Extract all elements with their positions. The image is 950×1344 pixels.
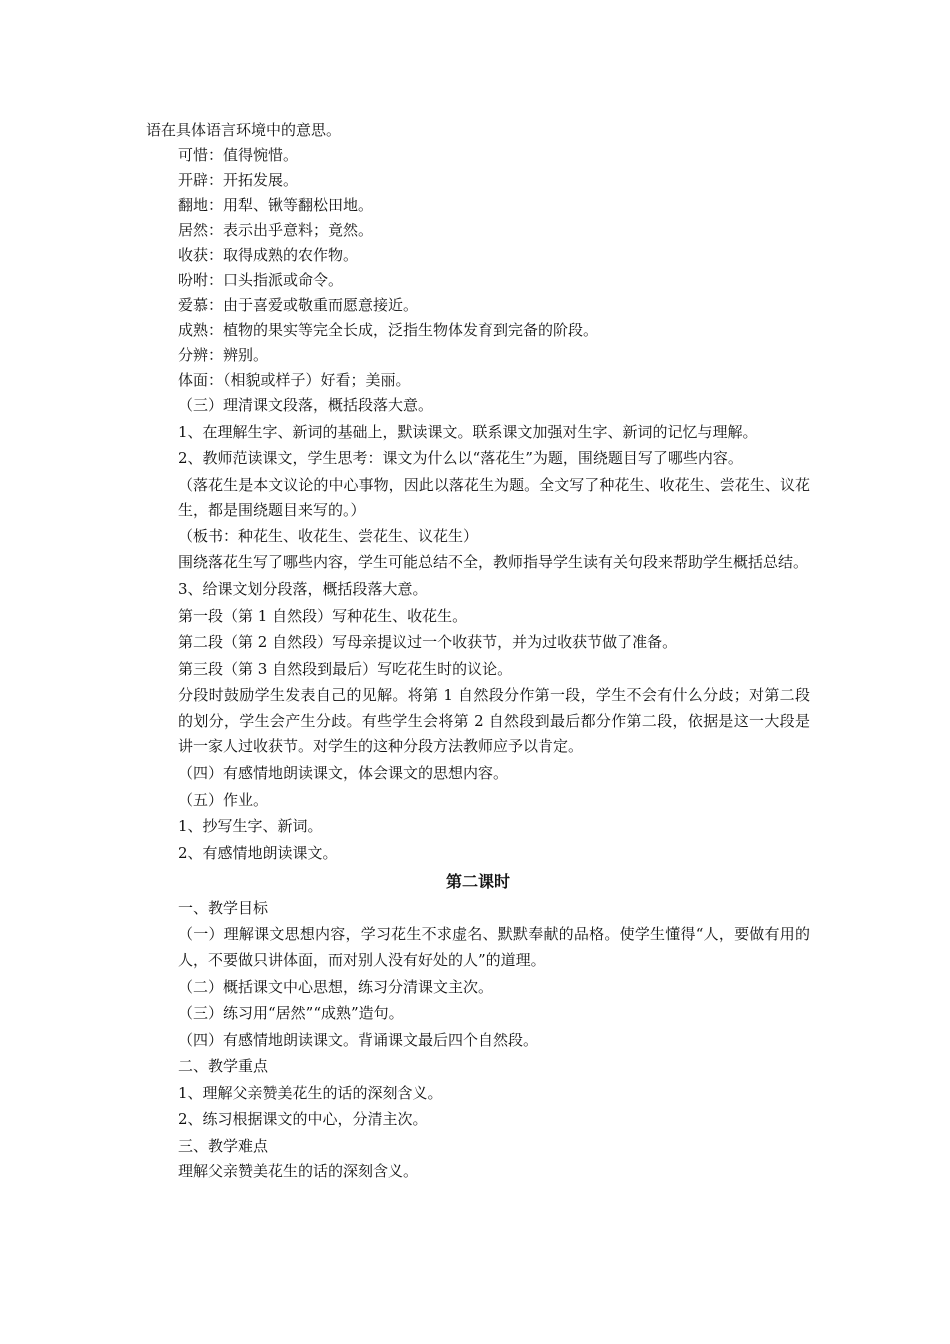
paragraph: 围绕落花生写了哪些内容，学生可能总结不全，教师指导学生读有关句段来帮助学生概括总结。: [178, 553, 809, 571]
list-item: （三）练习用“居然”“成熟”造句。: [178, 1004, 404, 1022]
paragraph: 第二段（第 2 自然段）写母亲提议过一个收获节，并为过收获节做了准备。: [178, 633, 678, 651]
definition-shouhuo: 收获：取得成熟的农作物。: [178, 246, 359, 264]
list-item: （二）概括课文中心思想，练习分清课文主次。: [178, 977, 494, 996]
section-subheading: （三）理清课文段落，概括段落大意。: [178, 396, 434, 414]
section-subheading: （四）有感情地朗读课文，体会课文的思想内容。: [178, 764, 509, 782]
section-subheading: （五）作业。: [178, 790, 269, 809]
paragraph: 语在具体语言环境中的意思。: [146, 121, 342, 139]
list-item: （四）有感情地朗读课文。背诵课文最后四个自然段。: [178, 1030, 539, 1049]
paragraph: 分段时鼓励学生发表自己的见解。将第 1 自然段分作第一段，学生不会有什么分歧；对第二段的划分，学生会产生分歧。有些学生会将第 2 自然段到最后都分作第二段，依据是这一大段是讲一家人过收获节。对学生的这种分段方法教师应予以肯定。: [178, 686, 810, 755]
paragraph: 第一段（第 1 自然段）写种花生、收花生。: [178, 606, 468, 625]
list-item: 2、练习根据课文的中心，分清主次。: [178, 1110, 428, 1128]
section-subheading: 一、教学目标: [178, 898, 269, 917]
definition-juran: 居然：表示出乎意料；竟然。: [178, 221, 374, 239]
paragraph: 3、给课文划分段落，概括段落大意。: [178, 580, 428, 598]
list-item: 1、抄写生字、新词。: [178, 817, 323, 835]
list-item: 1、理解父亲赞美花生的话的深刻含义。: [178, 1083, 443, 1102]
paragraph: 1、在理解生字、新词的基础上，默读课文。联系课文加强对生字、新词的记忆与理解。: [178, 422, 758, 441]
definition-fenbian: 分辨：辨别。: [178, 346, 269, 364]
board-note: （板书：种花生、收花生、尝花生、议花生）: [178, 526, 479, 545]
definition-fandi: 翻地：用犁、锹等翻松田地。: [178, 196, 374, 214]
paragraph: 第三段（第 3 自然段到最后）写吃花生时的议论。: [178, 659, 513, 678]
definition-kexi: 可惜：值得惋惜。: [178, 146, 299, 164]
definition-kaipi: 开辟：开拓发展。: [178, 171, 299, 189]
definition-chengshu: 成熟：植物的果实等完全长成，泛指生物体发育到完备的阶段。: [178, 321, 599, 339]
section-subheading: 三、教学难点: [178, 1136, 269, 1155]
list-item: 2、有感情地朗读课文。: [178, 843, 338, 862]
paragraph: 2、教师范读课文，学生思考：课文为什么以“落花生”为题，围绕题目写了哪些内容。: [178, 449, 743, 467]
section-title: 第二课时: [445, 871, 510, 891]
paragraph: 理解父亲赞美花生的话的深刻含义。: [178, 1161, 419, 1180]
definition-timian: 体面：（相貌或样子）好看；美丽。: [178, 371, 411, 389]
document-page: [146, 118, 810, 1184]
section-subheading: 二、教学重点: [178, 1057, 269, 1075]
definition-fenfu: 吩咐：口头指派或命令。: [178, 271, 344, 289]
definition-aimu: 爱慕：由于喜爱或敬重而愿意接近。: [178, 296, 419, 314]
paragraph: （落花生是本文议论的中心事物，因此以落花生为题。全文写了种花生、收花生、尝花生、议花生，都是围绕题目来写的。）: [178, 475, 810, 519]
paragraph: （一）理解课文思想内容，学习花生不求虚名、默默奉献的品格。使学生懂得“人，要做有用的人，不要做只讲体面，而对别人没有好处的人”的道理。: [178, 925, 810, 969]
